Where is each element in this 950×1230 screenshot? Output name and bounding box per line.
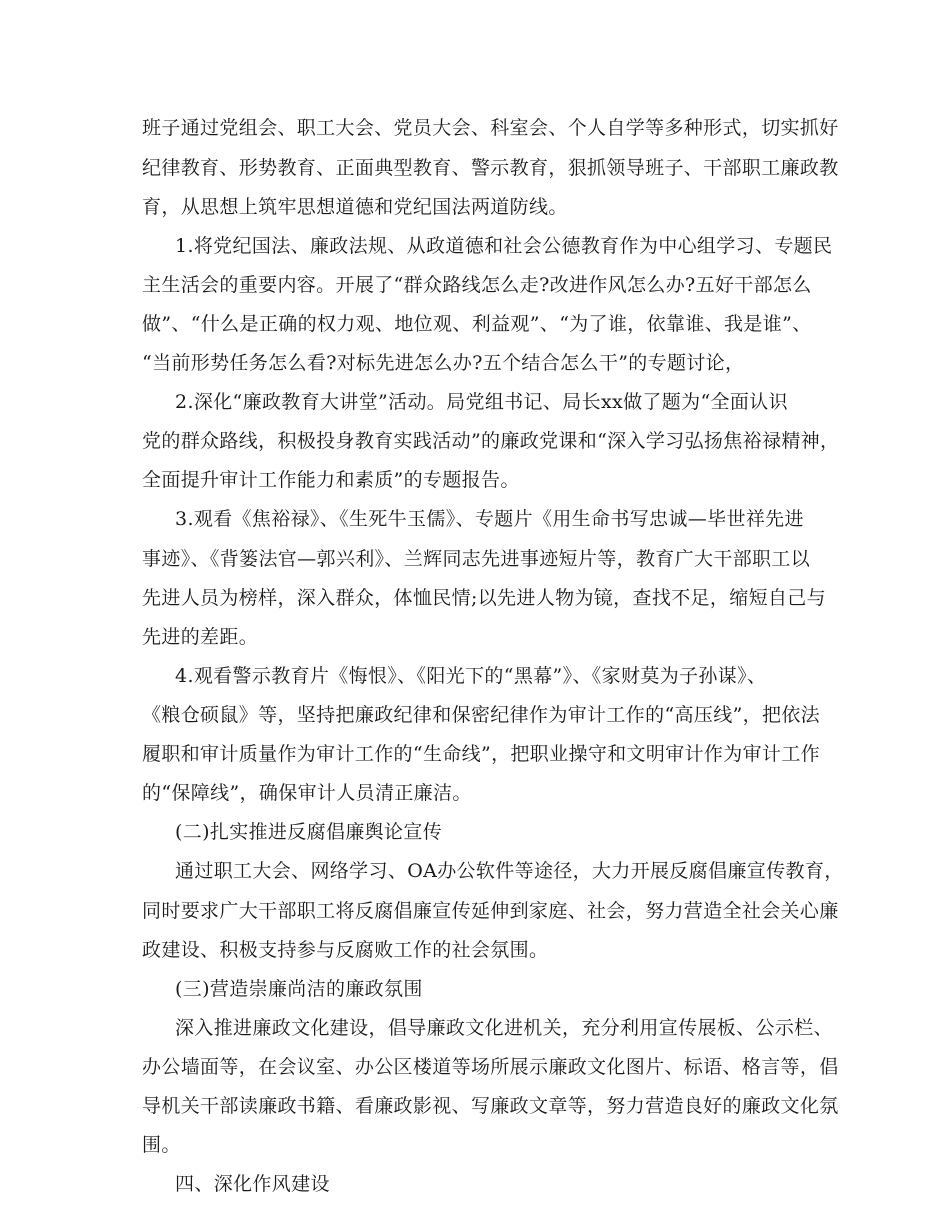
text-line: 1.将党纪国法、廉政法规、从政道德和社会公德教育作为中心组学习、专题民 [175,235,833,257]
text-line: 做”、“什么是正确的权力观、地位观、利益观”、“为了谁，依靠谁、我是谁”、 [142,313,812,335]
text-line: 4.观看警示教育片《悔恨》、《阳光下的“黑幕”》、《家财莫为子孙谋》、 [175,665,767,687]
text-line: 《粮仓硕鼠》等，坚持把廉政纪律和保密纪律作为审计工作的“高压线”，把依法 [142,704,821,726]
text-line: 履职和审计质量作为审计工作的“生命线”，把职业操守和文明审计作为审计工作 [142,743,821,765]
text-line: 导机关干部读廉政书籍、看廉政影视、写廉政文章等，努力营造良好的廉政文化氛 [142,1095,839,1117]
text-line: 先进的差距。 [142,626,259,648]
text-line: 先进人员为榜样，深入群众，体恤民情;以先进人物为镜，查找不足，缩短自己与 [142,587,827,609]
text-line: 同时要求广大干部职工将反腐倡廉宣传延伸到家庭、社会，努力营造全社会关心廉 [142,900,839,922]
text-line: 办公墙面等，在会议室、办公区楼道等场所展示廉政文化图片、标语、格言等，倡 [142,1056,839,1078]
text-line: 2.深化“廉政教育大讲堂”活动。局党组书记、局长xx做了题为“全面认识 [175,391,788,413]
section-heading: 四、深化作风建设 [175,1173,330,1195]
text-line: 纪律教育、形势教育、正面典型教育、警示教育，狠抓领导班子、干部职工廉政教 [142,157,839,179]
text-line: 政建设、积极支持参与反腐败工作的社会氛围。 [142,939,549,961]
text-line: 围。 [142,1134,181,1156]
text-line: 通过职工大会、网络学习、OA办公软件等途径，大力开展反腐倡廉宣传教育， [175,860,844,882]
text-line: 主生活会的重要内容。开展了“群众路线怎么走?改进作风怎么办?五好干部怎么 [142,274,812,296]
text-line: 3.观看《焦裕禄》、《生死牛玉儒》、专题片《用生命书写忠诚—毕世祥先进 [175,508,804,530]
text-line: 深入推进廉政文化建设，倡导廉政文化进机关，充分利用宣传展板、公示栏、 [175,1017,833,1039]
text-line: 党的群众路线，积极投身教育实践活动”的廉政党课和“深入学习弘扬焦裕禄精神， [142,430,840,452]
section-heading: (三)营造崇廉尚洁的廉政氛围 [175,978,423,1000]
text-line: 的“保障线”，确保审计人员清正廉洁。 [142,782,472,804]
text-line: 事迹》、《背篓法官—郭兴利》、兰辉同志先进事迹短片等，教育广大干部职工以 [142,548,811,570]
text-line: 班子通过党组会、职工大会、党员大会、科室会、个人自学等多种形式，切实抓好 [142,117,839,139]
text-line: 全面提升审计工作能力和素质”的专题报告。 [142,469,520,491]
text-line: 育，从思想上筑牢思想道德和党纪国法两道防线。 [142,196,568,218]
section-heading: (二)扎实推进反腐倡廉舆论宣传 [175,821,443,843]
text-line: “当前形势任务怎么看?对标先进怎么办?五个结合怎么干”的专题讨论， [142,352,745,374]
